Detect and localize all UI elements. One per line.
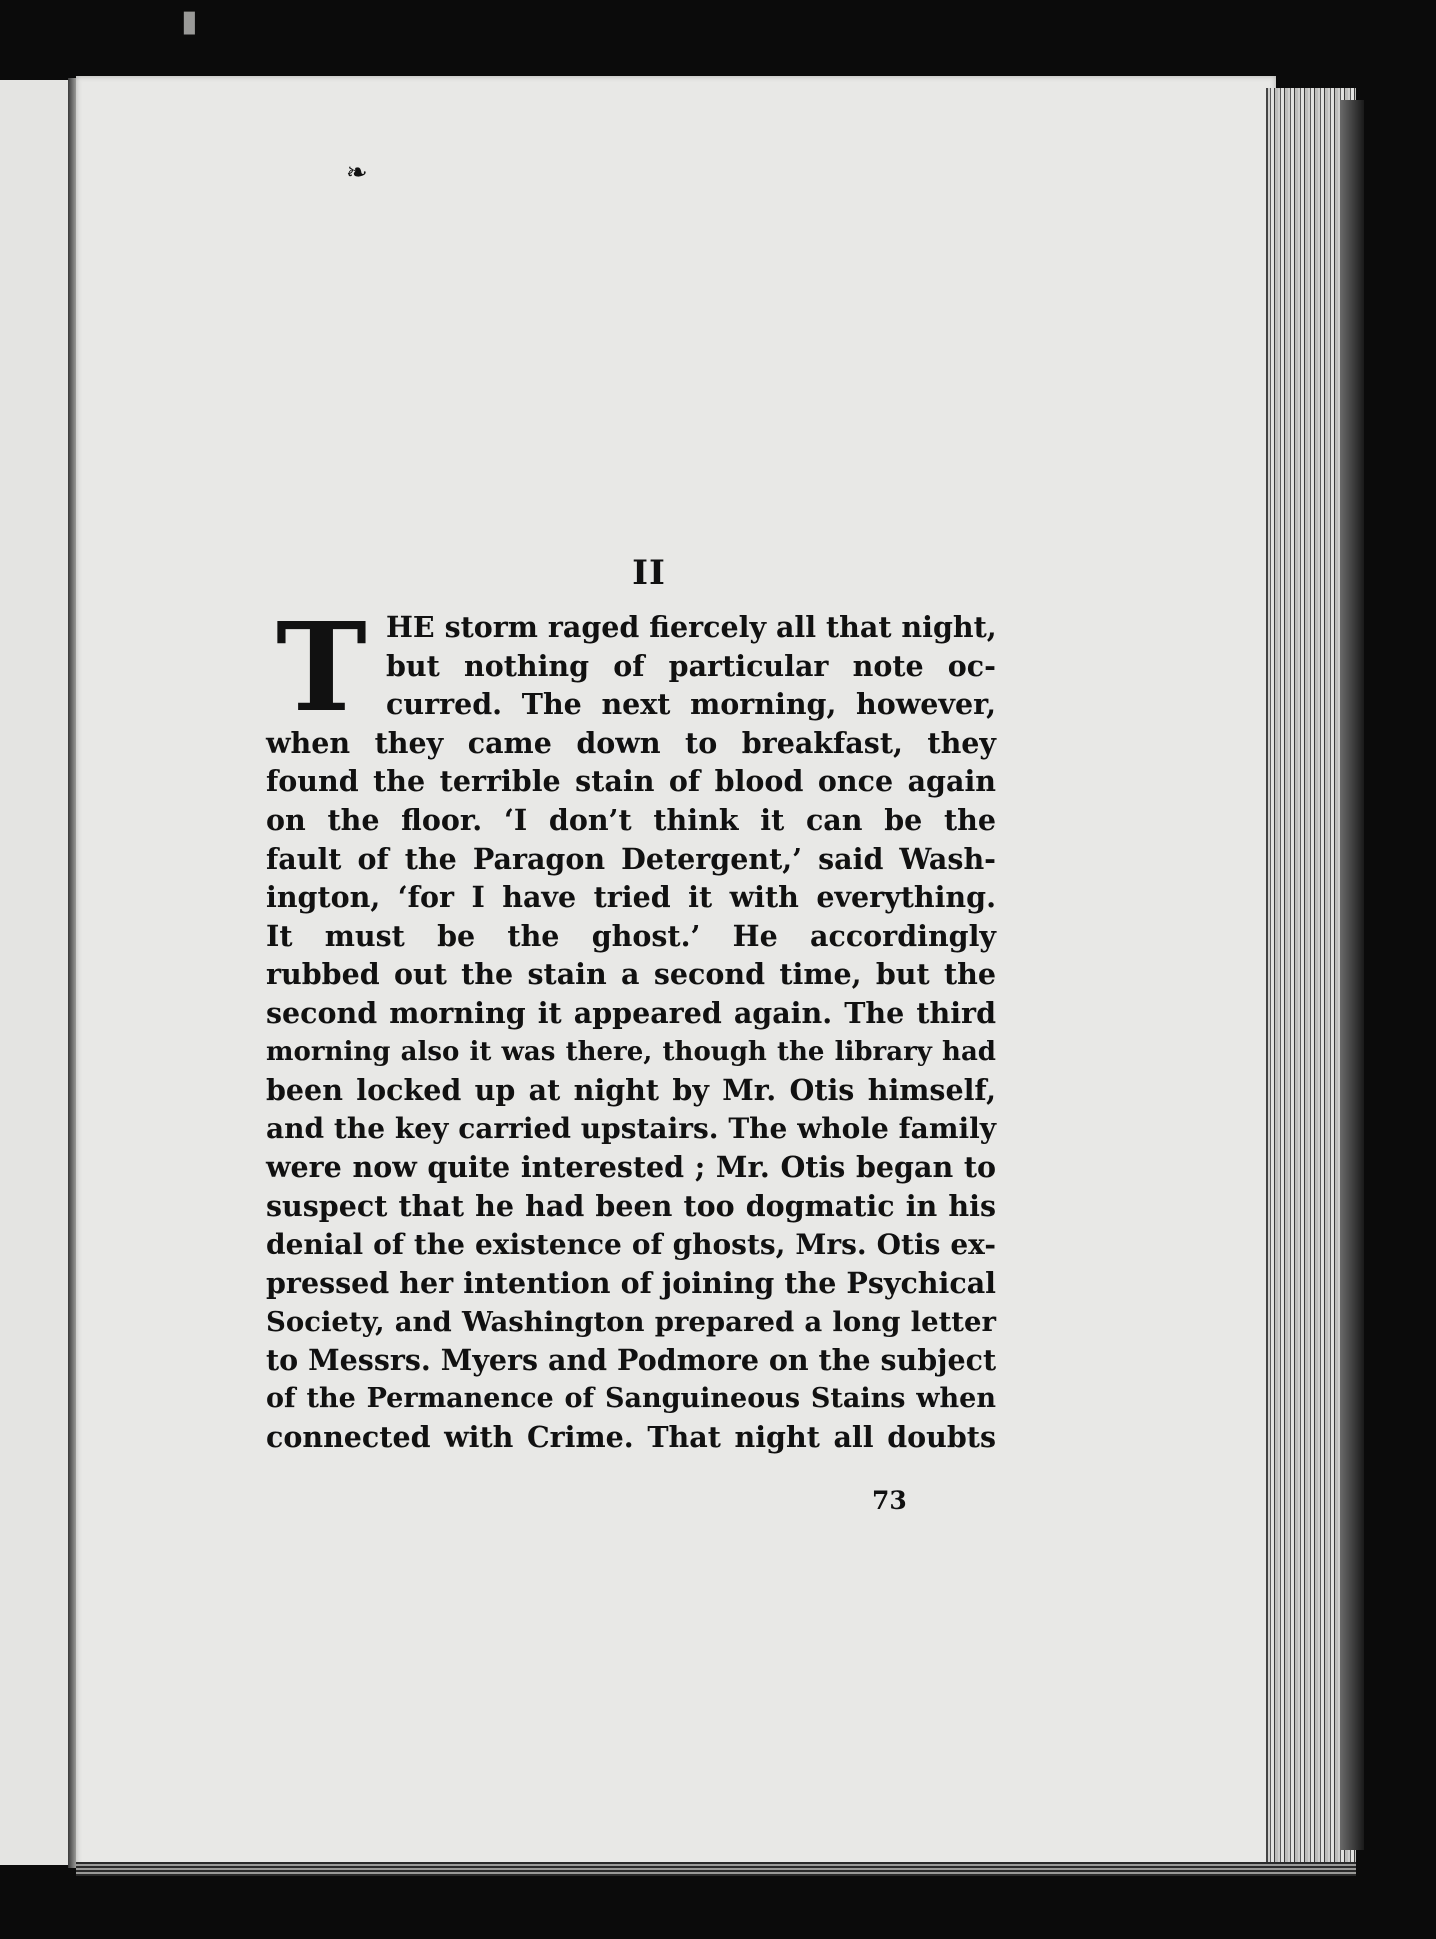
book-cover-shadow (1340, 100, 1364, 1850)
text-line: found the terrible stain of blood once again (266, 764, 996, 799)
text-line: when they came down to breakfast, they (266, 725, 996, 760)
text-line: pressed her intention of joining the Psychical (266, 1266, 996, 1301)
drop-cap: T (276, 595, 367, 739)
body-text (266, 595, 997, 1457)
book-gutter (68, 78, 76, 1868)
page-number: 73 (872, 1486, 907, 1515)
text-line: and the key carried upstairs. The whole family (266, 1111, 996, 1145)
text-line: HE storm raged fiercely all that night, (386, 610, 997, 644)
text-line: curred. The next morning, however, (386, 687, 996, 722)
text-line: denial of the existence of ghosts, Mrs. Otis ex- (266, 1227, 996, 1261)
text-line: It must be the ghost.’ He accordingly (266, 918, 996, 953)
text-line: ington, ‘for I have tried it with everything. (266, 880, 996, 915)
chapter-numeral: II (632, 553, 666, 593)
text-line: were now quite interested ; Mr. Otis began to (266, 1150, 996, 1185)
scan-speck-top: ▮ (181, 4, 198, 39)
text-line: morning also it was there, though the library had (266, 1036, 996, 1067)
scan-speck-mark: ❧ (346, 158, 366, 188)
text-line: Society, and Washington prepared a long letter (266, 1305, 996, 1338)
text-line: of the Permanence of Sanguineous Stains when (266, 1382, 996, 1414)
text-line: fault of the Paragon Detergent,’ said Wash- (266, 841, 996, 876)
page-bottom-edge (76, 1862, 1356, 1876)
text-line: second morning it appeared again. The third (266, 995, 996, 1030)
text-line: but nothing of particular note oc- (386, 648, 996, 683)
text-line: connected with Crime. That night all doubts (266, 1420, 996, 1455)
text-line: on the floor. ‘I don’t think it can be the (266, 802, 996, 837)
text-line: been locked up at night by Mr. Otis himself, (266, 1073, 996, 1108)
text-line: suspect that he had been too dogmatic in his (266, 1188, 996, 1223)
facing-page-edge (0, 80, 71, 1865)
text-line: to Messrs. Myers and Podmore on the subject (266, 1343, 997, 1378)
text-line: rubbed out the stain a second time, but the (266, 957, 996, 992)
